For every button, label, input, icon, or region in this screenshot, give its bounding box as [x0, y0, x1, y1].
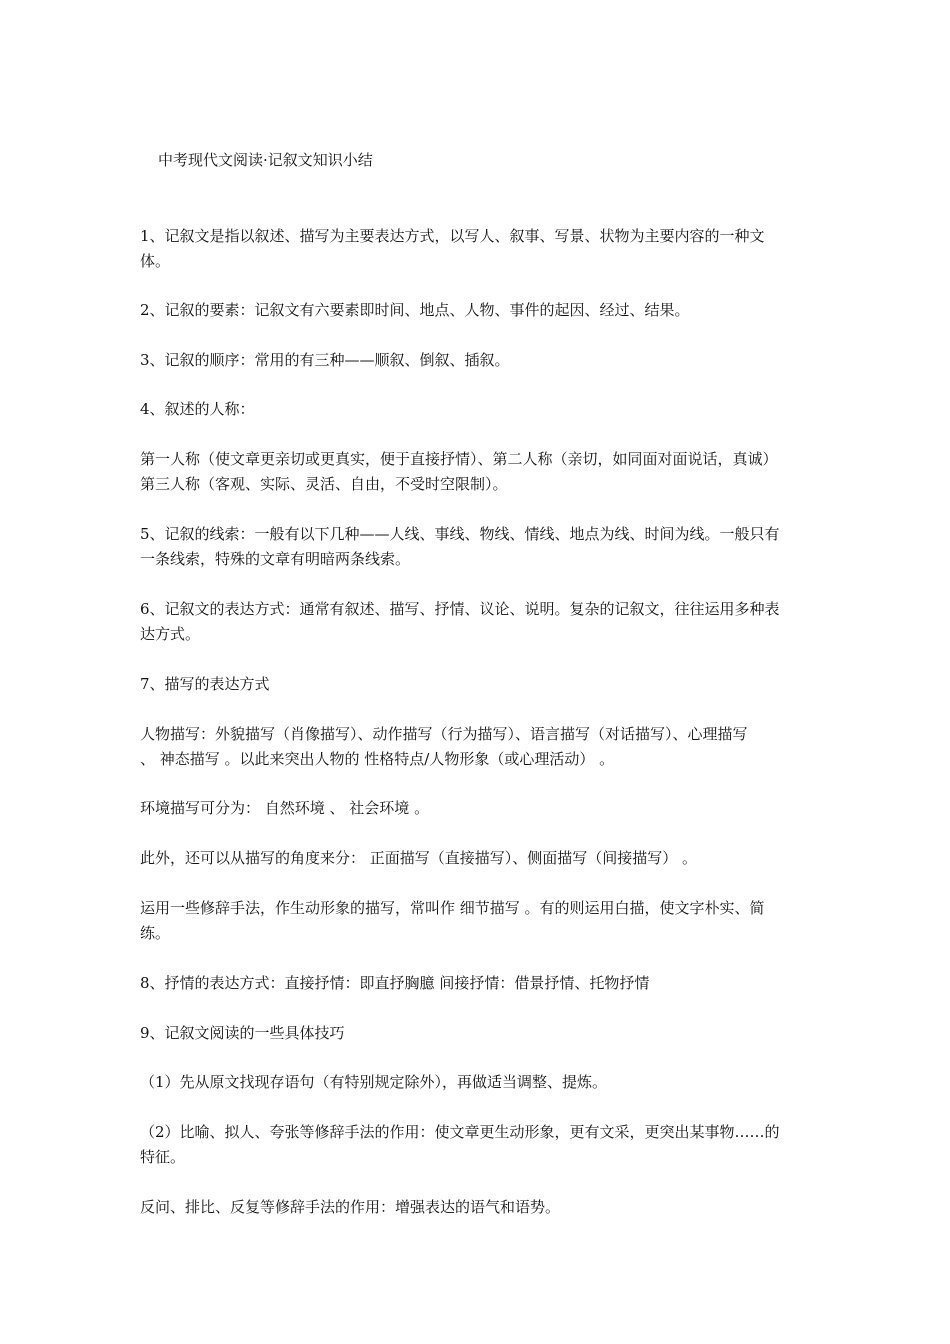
paragraph-14 — [140, 1021, 816, 1046]
paragraph-line: 反问、排比、反复等修辞手法的作用：增强表达的语气和语势。 — [140, 1198, 561, 1216]
paragraph-4 — [140, 397, 816, 422]
paragraph-line: 5、记叙的线索：一般有以下几种——人线、事线、物线、情线、地点为线、时间为线。一般只有 — [140, 525, 780, 543]
paragraph-line: 此外，还可以从描写的角度来分： 正面描写（直接描写）、侧面描写（间接描写） 。 — [140, 849, 698, 867]
paragraph-7 — [140, 597, 816, 646]
paragraph-5 — [140, 447, 816, 496]
paragraph-15 — [140, 1070, 816, 1095]
paragraph-line: 2、记叙的要素：记叙文有六要素即时间、地点、人物、事件的起因、经过、结果。 — [140, 301, 690, 319]
paragraph-line: 第一人称（使文章更亲切或更真实，便于直接抒情）、第二人称（亲切，如同面对面说话，真诚） — [140, 450, 778, 468]
paragraph-line: 、 神态描写 。以此来突出人物的 性格特点/人物形象（或心理活动） 。 — [140, 749, 615, 768]
paragraph-12 — [140, 896, 816, 945]
paragraph-line: 8、抒情的表达方式：直接抒情：即直抒胸臆 间接抒情：借景抒情、托物抒情 — [140, 974, 650, 992]
paragraph-2 — [140, 298, 816, 323]
paragraph-line: 运用一些修辞手法，作生动形象的描写，常叫作 细节描写 。有的则运用白描，使文字朴实、简 — [140, 899, 765, 917]
paragraph-17 — [140, 1195, 816, 1220]
paragraph-line: 环境描写可分为： 自然环境 、 社会环境 。 — [140, 799, 430, 817]
paragraph-line: 第三人称（客观、实际、灵活、自由，不受时空限制）。 — [140, 474, 508, 493]
paragraph-line: 9、记叙文阅读的一些具体技巧 — [140, 1024, 345, 1042]
paragraph-1 — [140, 224, 816, 273]
paragraph-line: 特征。 — [140, 1147, 186, 1166]
paragraph-line: 6、记叙文的表达方式：通常有叙述、描写、抒情、议论、说明。复杂的记叙文，往往运用多种表 — [140, 600, 780, 618]
paragraph-9 — [140, 722, 816, 771]
document-title: 中考现代文阅读·记叙文知识小结 — [158, 151, 373, 169]
paragraph-16 — [140, 1120, 816, 1169]
paragraph-line: 1、记叙文是指以叙述、描写为主要表达方式，以写人、叙事、写景、状物为主要内容的一种文 — [140, 227, 765, 245]
paragraph-13 — [140, 971, 816, 996]
paragraph-line: 体。 — [140, 251, 171, 270]
paragraph-line: 练。 — [140, 923, 171, 942]
paragraph-line: 达方式。 — [140, 624, 201, 643]
paragraph-line: 一条线索，特殊的文章有明暗两条线索。 — [140, 549, 411, 568]
paragraph-10 — [140, 796, 816, 821]
paragraph-3 — [140, 348, 816, 373]
paragraph-line: 人物描写：外貌描写（肖像描写）、动作描写（行为描写）、语言描写（对话描写）、心理描写 — [140, 725, 748, 743]
paragraph-6 — [140, 522, 816, 571]
paragraph-line: （2）比喻、拟人、夸张等修辞手法的作用：使文章更生动形象，更有文采，更突出某事物……的 — [140, 1123, 780, 1141]
paragraph-line: 7、描写的表达方式 — [140, 675, 270, 693]
paragraph-line: 4、叙述的人称： — [140, 400, 255, 418]
paragraph-11 — [140, 846, 816, 871]
paragraph-line: （1）先从原文找现存语句（有特别规定除外），再做适当调整、提炼。 — [140, 1073, 608, 1091]
paragraph-8 — [140, 672, 816, 697]
paragraph-line: 3、记叙的顺序：常用的有三种——顺叙、倒叙、插叙。 — [140, 351, 510, 369]
